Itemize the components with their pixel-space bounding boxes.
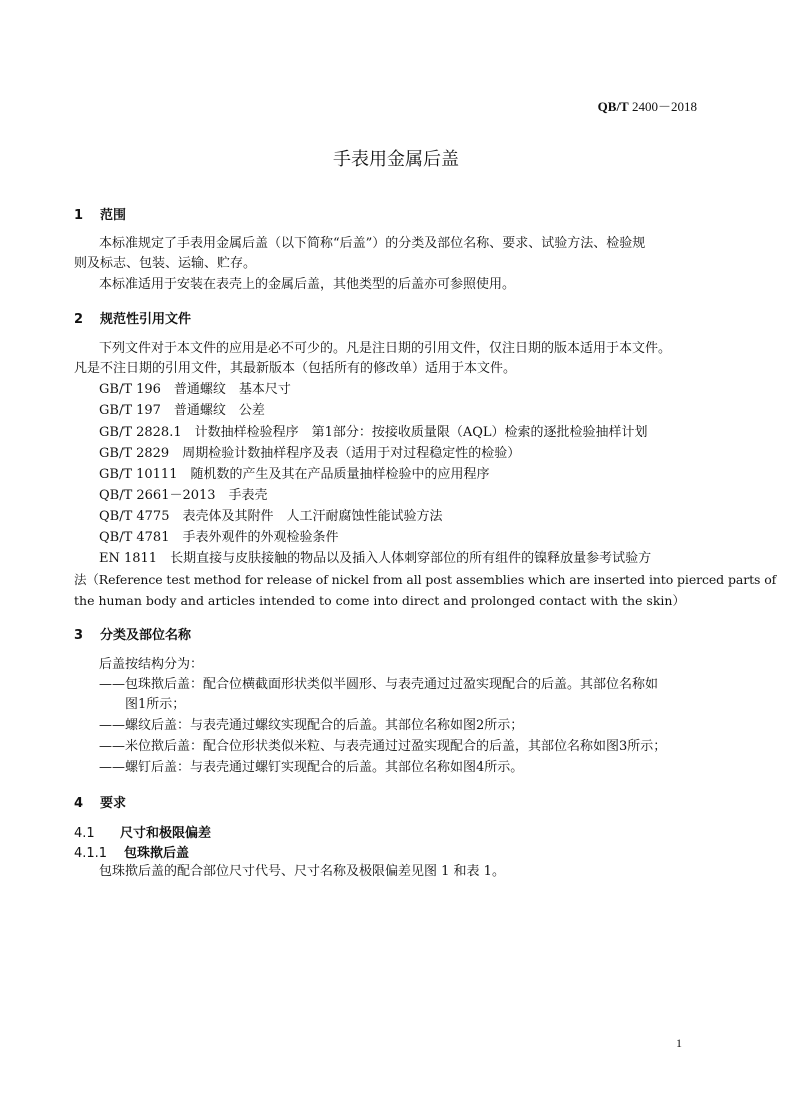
- s3-intro: 后盖按结构分为：: [99, 657, 204, 672]
- reference-item: GB/T 197 普通螺纹 公差: [99, 403, 265, 418]
- page-number: 1: [676, 1036, 682, 1050]
- s2-paragraph-1b: 凡是不注日期的引用文件，其最新版本（包括所有的修改单）适用于本文件。: [74, 361, 517, 376]
- s1-paragraph-2: 本标准适用于安装在表壳上的金属后盖，其他类型的后盖亦可参照使用。: [99, 277, 516, 292]
- list-item: ——包珠揿后盖：配合位横截面形状类似半圆形、与表壳通过过盈实现配合的后盖。其部位名称如: [99, 677, 659, 692]
- section-4-1-heading: 4.1 尺寸和极限偏差: [74, 826, 212, 841]
- reference-item: QB/T 2661－2013 手表壳: [99, 488, 268, 503]
- s2-paragraph-1a: 下列文件对于本文件的应用是必不可少的。凡是注日期的引用文件，仅注日期的版本适用于本文件。: [99, 341, 672, 356]
- reference-item: GB/T 10111 随机数的产生及其在产品质量抽样检验中的应用程序: [99, 467, 490, 482]
- reference-item-en-1811-a: EN 1811 长期直接与皮肤接触的物品以及插入人体刺穿部位的所有组件的镍释放量参考试验方: [99, 551, 652, 566]
- reference-item: GB/T 196 普通螺纹 基本尺寸: [99, 382, 291, 397]
- standard-code: QB/T 2400－2018: [597, 99, 697, 114]
- list-item: ——螺纹后盖：与表壳通过螺纹实现配合的后盖。其部位名称如图2所示；: [99, 718, 524, 733]
- section-4-1-1-heading: 4.1.1 包珠揿后盖: [74, 846, 190, 861]
- s1-paragraph-1a: 本标准规定了手表用金属后盖（以下简称“后盖”）的分类及部位名称、要求、试验方法、检验规: [99, 236, 646, 251]
- reference-item-en-1811-c: the human body and articles intended to come into direct and prolonged contact with the skin）: [74, 593, 685, 608]
- section-1-heading: 1 范围: [74, 208, 127, 223]
- section-4-heading: 4 要求: [74, 796, 127, 811]
- section-3-heading: 3 分类及部位名称: [74, 628, 192, 643]
- reference-item: GB/T 2829 周期检验计数抽样程序及表（适用于对过程稳定性的检验）: [99, 446, 521, 461]
- document-title: 手表用金属后盖: [333, 149, 459, 170]
- reference-item: QB/T 4775 表壳体及其附件 人工汗耐腐蚀性能试验方法: [99, 509, 443, 524]
- reference-item-en-1811-b: 法（Reference test method for release of nickel from all post assemblies which are inserted into pierced parts of: [74, 572, 777, 587]
- s1-paragraph-1b: 则及标志、包装、运输、贮存。: [74, 256, 257, 271]
- list-item: ——螺钉后盖：与表壳通过螺钉实现配合的后盖。其部位名称如图4所示。: [99, 760, 524, 775]
- s4-paragraph: 包珠揿后盖的配合部位尺寸代号、尺寸名称及极限偏差见图 1 和表 1。: [99, 864, 505, 879]
- reference-item: GB/T 2828.1 计数抽样检验程序 第1部分：按接收质量限（AQL）检索的逐批检验抽样计划: [99, 425, 648, 440]
- reference-item: QB/T 4781 手表外观件的外观检验条件: [99, 530, 339, 545]
- section-2-heading: 2 规范性引用文件: [74, 312, 192, 327]
- list-item: ——米位揿后盖：配合位形状类似米粒、与表壳通过过盈实现配合的后盖，其部位名称如图3所示；: [99, 739, 667, 754]
- list-item-continuation: 图1所示；: [125, 697, 186, 712]
